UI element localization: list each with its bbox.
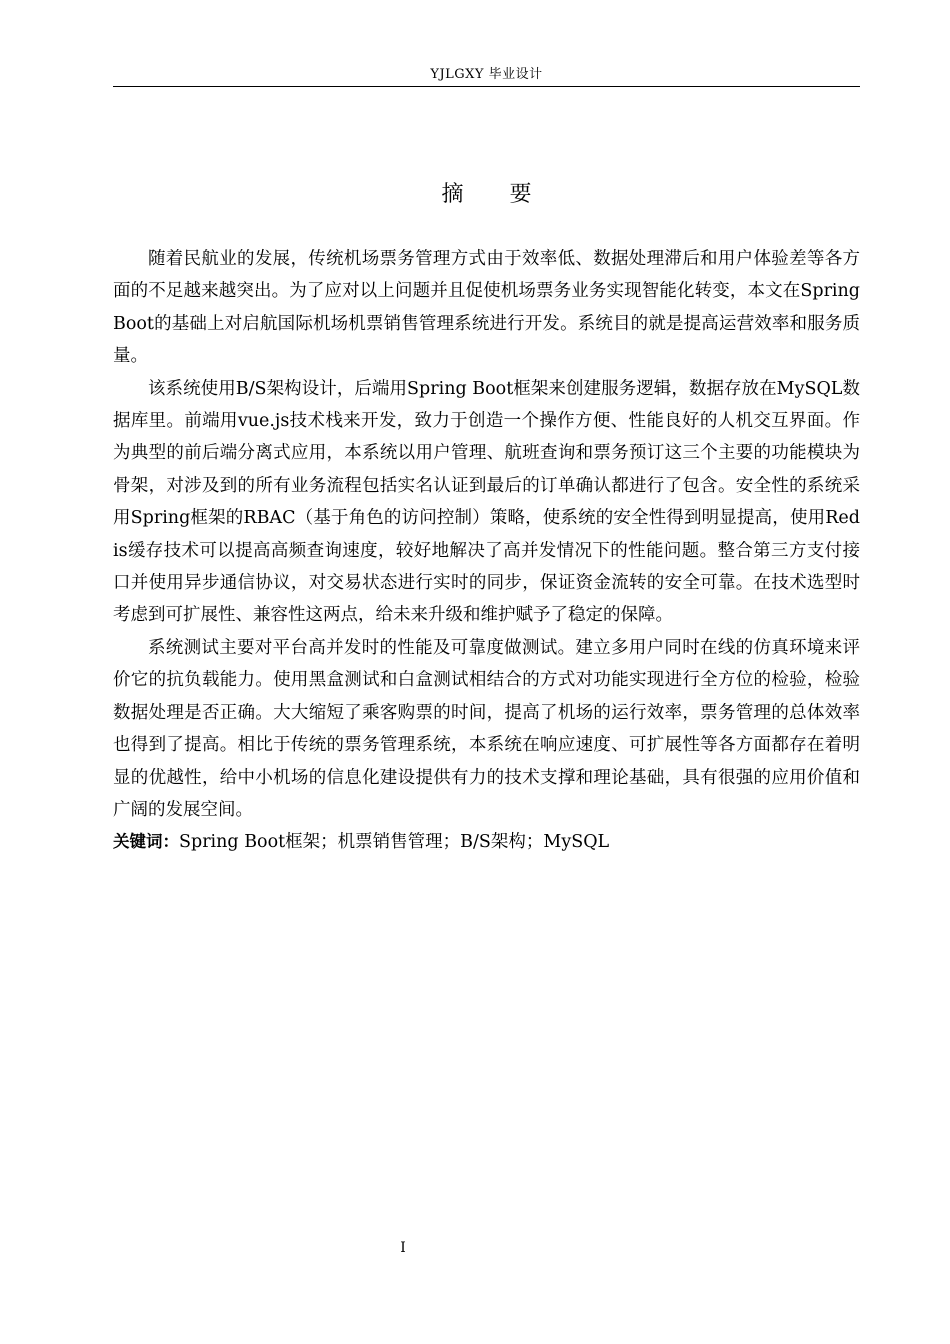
- keywords-line: [113, 826, 860, 858]
- keywords-label: 关键词：: [113, 832, 179, 852]
- keywords-value: Spring Boot框架；机票销售管理；B/S架构；MySQL: [179, 832, 610, 853]
- page-number: I: [400, 1240, 406, 1256]
- page-header: [113, 66, 860, 87]
- abstract-paragraph-1: 随着民航业的发展，传统机场票务管理方式由于效率低、数据处理滞后和用户体验差等各方面的不足越来越突出。为了应对以上问题并且促使机场票务业务实现智能化转变，本文在SpringBoot的基础上对启航国际机场机票销售管理系统进行开发。系统目的就是提高运营效率和服务质量。: [113, 249, 860, 367]
- abstract-paragraph-3: 系统测试主要对平台高并发时的性能及可靠度做测试。建立多用户同时在线的仿真环境来评价它的抗负载能力。使用黑盒测试和白盒测试相结合的方式对功能实现进行全方位的检验，检验数据处理是否正确。大大缩短了乘客购票的时间，提高了机场的运行效率，票务管理的总体效率也得到了提高。相比于传统的票务管理系统，本系统在响应速度、可扩展性等各方面都存在着明显的优越性，给中小机场的信息化建设提供有力的技术支撑和理论基础，具有很强的应用价值和广阔的发展空间。: [113, 637, 860, 820]
- abstract-body: [113, 243, 860, 859]
- abstract-title: 摘要: [441, 182, 578, 207]
- abstract-paragraph-2: 该系统使用B/S架构设计，后端用Spring Boot框架来创建服务逻辑，数据存放在MySQL数据库里。前端用vue.js技术栈来开发，致力于创造一个操作方便、性能良好的人机交互界面。作为典型的前后端分离式应用，本系统以用户管理、航班查询和票务预订这三个主要的功能模块为骨架，对涉及到的所有业务流程包括实名认证到最后的订单确认都进行了包含。安全性的系统采用Spring框架的RBAC（基于角色的访问控制）策略，使系统的安全性得到明显提高，使用Redis缓存技术可以提高高频查询速度，较好地解决了高并发情况下的性能问题。整合第三方支付接口并使用异步通信协议，对交易状态进行实时的同步，保证资金流转的安全可靠。在技术选型时考虑到可扩展性、兼容性这两点，给未来升级和维护赋予了稳定的保障。: [113, 378, 860, 626]
- header-text: YJLGXY 毕业设计: [430, 67, 543, 82]
